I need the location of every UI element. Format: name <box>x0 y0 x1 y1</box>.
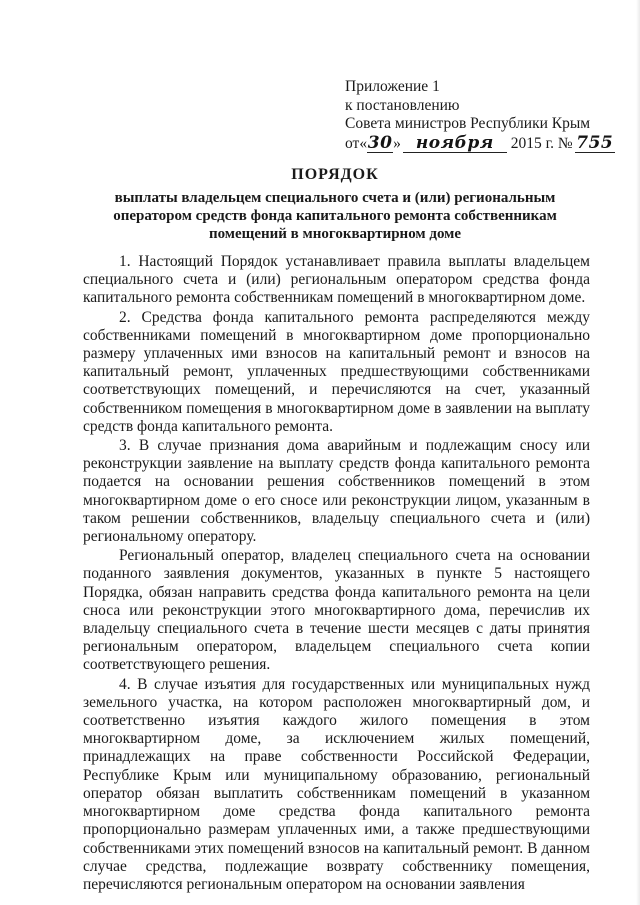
date-year: 2015 г. № <box>510 134 573 152</box>
appendix-date-line <box>345 134 625 154</box>
page-edge-shadow <box>636 0 640 905</box>
document-subtitle: выплаты владельцем специального счета и (или) региональным оператором средств фонда капитального ремонта собственникам помещений в многоквартирном доме <box>113 190 557 242</box>
date-day: 30 <box>367 132 393 153</box>
paragraph-4: 4. В случае изъятия для государственных или муниципальных нужд земельного участка, на котором расположен многоквартирный дом, и соответственно изъятия каждого жилого помещения в этом многоквартирном доме, за исключением жилых помещений, принадлежащих на праве собственности Российской Федерации, Республике Крым или муниципальному образованию, региональный оператор обязан выплатить собственникам помещений в указанном многоквартирном доме средства фонда капитального ремонта пропорционально размерам уплаченных ими, а также предшествующими собственниками этих помещений взносов на капитальный ремонт. В данном случае средства, подлежащие возврату собственнику помещения, перечисляются региональным оператором на основании заявления <box>83 675 590 893</box>
date-month: ноября <box>403 134 507 154</box>
document-title: ПОРЯДОК <box>291 166 379 183</box>
document-body <box>83 253 590 895</box>
paragraph-3: 3. В случае признания дома аварийным и подлежащим сносу или реконструкции заявление на выплату средств фонда капитального ремонта подается на основании решения собственников помещений в этом многоквартирном доме о его сносе или реконструкции лицом, указанным в таком решении собственников, владельцу специального счета и (или) региональному оператору. <box>83 437 590 546</box>
date-prefix: от« <box>345 134 368 152</box>
appendix-number: Приложение 1 <box>345 78 440 95</box>
paragraph-3-continued: Региональный оператор, владелец специального счета на основании поданного заявления документов, указанных в пункте 5 настоящего Порядка, обязан направить средства фонда капитального ремонта на цели сноса или реконструкции этого многоквартирного дома, перечислив их владельцу специального счета в течение шести месяцев с даты принятия региональным оператором, владельцем специального счета копии соответствующего решения. <box>83 547 590 674</box>
paragraph-2: 2. Средства фонда капитального ремонта распределяются между собственниками помещений в многоквартирном доме пропорционально размеру уплаченных ими взносов на капитальный ремонт и взносов на капитальный ремонт, уплаченных предшествующими собственниками соответствующих помещений, и перечисляются на счет, указанный собственником помещения в многоквартирном доме в заявлении на выплату средств фонда капитального ремонта. <box>83 308 590 435</box>
paragraph-1: 1. Настоящий Порядок устанавливает правила выплаты владельцем специального счета и (или) региональным оператором средства фонда капитального ремонта собственникам помещений в многоквартирном доме. <box>83 253 590 307</box>
appendix-resolution-ref: к постановлению <box>345 96 460 114</box>
resolution-number: 755 <box>576 132 614 153</box>
appendix-council: Совета министров Республики Крым <box>345 115 591 132</box>
date-mid: » <box>393 134 401 152</box>
title-block <box>90 165 580 243</box>
appendix-block <box>345 78 625 153</box>
